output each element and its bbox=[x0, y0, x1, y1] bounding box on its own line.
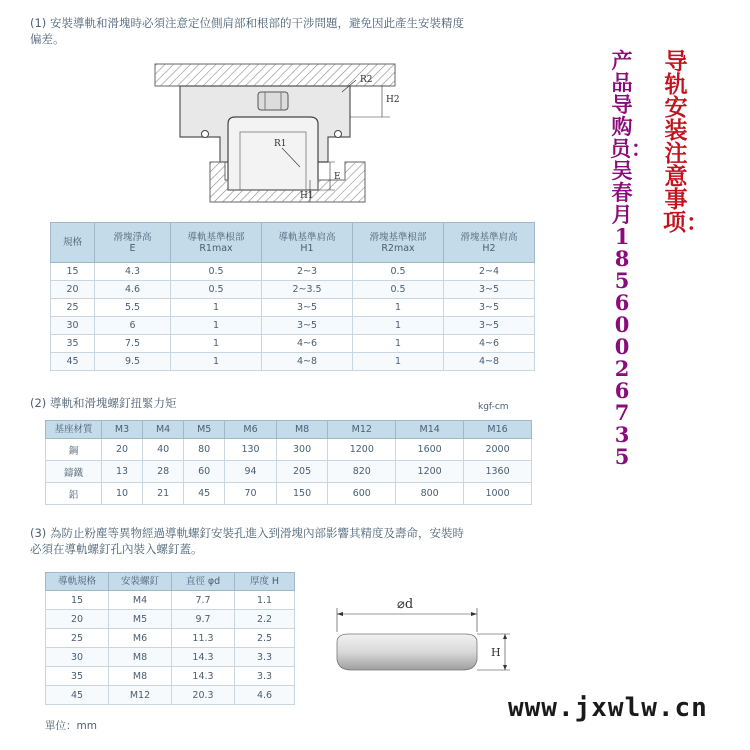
table-row: 45 M12 20.3 4.6 bbox=[46, 686, 295, 705]
header-cell: 導軌規格 bbox=[46, 573, 109, 591]
table-row: 鑄鐵 13 28 60 94 205 820 1200 1360 bbox=[46, 461, 532, 483]
table-row: 45 9.5 1 4~8 1 4~8 bbox=[51, 353, 535, 371]
header-cell: 導軌基準根部 R1max bbox=[171, 223, 262, 263]
label-r2: R2 bbox=[360, 75, 373, 85]
top-table bbox=[155, 64, 395, 86]
screw-cap bbox=[337, 634, 477, 670]
table-row: 30 6 1 3~5 1 3~5 bbox=[51, 317, 535, 335]
header-cell: M14 bbox=[396, 421, 464, 439]
header-cell: 直徑 φd bbox=[172, 573, 235, 591]
table-row: 25 M6 11.3 2.5 bbox=[46, 629, 295, 648]
header-cell: 厚度 H bbox=[235, 573, 295, 591]
note-3-line-1: (3) 為防止粉塵等異物經過導軌螺釘安裝孔進入到滑塊內部影響其精度及壽命，安裝時 bbox=[30, 526, 464, 540]
guide-rail bbox=[228, 117, 318, 190]
header-cell: M6 bbox=[225, 421, 277, 439]
header-cell: M5 bbox=[184, 421, 225, 439]
note-3-line-2: 必須在導軌螺釘孔內裝入螺釘蓋。 bbox=[30, 542, 203, 556]
rail-block-diagram bbox=[150, 62, 400, 212]
table-row: 20 4.6 0.5 2~3.5 0.5 3~5 bbox=[51, 281, 535, 299]
header-cell: 滑塊基準根部 R2max bbox=[353, 223, 444, 263]
cap-diameter-label: ⌀d bbox=[397, 597, 414, 612]
hole-left bbox=[202, 131, 209, 138]
cap-height-label: H bbox=[491, 646, 501, 659]
bolt-head bbox=[258, 92, 288, 110]
table-row: 35 M8 14.3 3.3 bbox=[46, 667, 295, 686]
hole-right bbox=[335, 131, 342, 138]
table-row: 15 M4 7.7 1.1 bbox=[46, 591, 295, 610]
header-cell: 滑塊淨高 E bbox=[95, 223, 171, 263]
note-3 bbox=[30, 525, 590, 557]
title-right: 导轨安装注意事项： bbox=[663, 48, 709, 236]
shoulder-spec-table bbox=[50, 222, 535, 371]
watermark: www.jxwlw.cn bbox=[508, 693, 708, 723]
table-row: 15 4.3 0.5 2~3 0.5 2~4 bbox=[51, 263, 535, 281]
note-1-line-1: (1) 安裝導軌和滑塊時必須注意定位側肩部和根部的干涉問題，避免因此產生安裝精度 bbox=[30, 16, 464, 30]
header-cell: M16 bbox=[464, 421, 532, 439]
title-left: 产品导购员：吴春月18560026735 bbox=[610, 48, 652, 469]
table-row: 鋼 20 40 80 130 300 1200 1600 2000 bbox=[46, 439, 532, 461]
table-row: 25 5.5 1 3~5 1 3~5 bbox=[51, 299, 535, 317]
header-cell: M12 bbox=[328, 421, 396, 439]
header-cell: 導軌基準肩高 H1 bbox=[262, 223, 353, 263]
note-1-line-2: 偏差。 bbox=[30, 32, 65, 46]
header-cell: 基座材質 bbox=[46, 421, 102, 439]
label-e: E bbox=[334, 172, 341, 182]
table-row: 鋁 10 21 45 70 150 600 800 1000 bbox=[46, 483, 532, 505]
header-cell: M8 bbox=[276, 421, 328, 439]
label-h1: H1 bbox=[300, 191, 314, 201]
label-r1: R1 bbox=[274, 139, 287, 149]
note-2-title: (2) 導軌和滑塊螺釘扭緊力矩 bbox=[30, 396, 177, 410]
torque-table bbox=[45, 420, 532, 505]
header-cell: M3 bbox=[102, 421, 143, 439]
torque-unit: kgf-cm bbox=[478, 402, 509, 412]
table-row: 35 7.5 1 4~6 1 4~6 bbox=[51, 335, 535, 353]
header-cell: M4 bbox=[143, 421, 184, 439]
header-cell: 規格 bbox=[51, 223, 95, 263]
table-row: 20 M5 9.7 2.2 bbox=[46, 610, 295, 629]
label-h2: H2 bbox=[386, 95, 400, 105]
screw-cap-table bbox=[45, 572, 295, 705]
unit-note: 單位：mm bbox=[45, 720, 97, 732]
header-cell: 滑塊基準肩高 H2 bbox=[444, 223, 535, 263]
screw-cap-diagram bbox=[325, 590, 525, 680]
header-cell: 安裝螺釘 bbox=[109, 573, 172, 591]
note-1 bbox=[30, 15, 590, 47]
table-row: 30 M8 14.3 3.3 bbox=[46, 648, 295, 667]
